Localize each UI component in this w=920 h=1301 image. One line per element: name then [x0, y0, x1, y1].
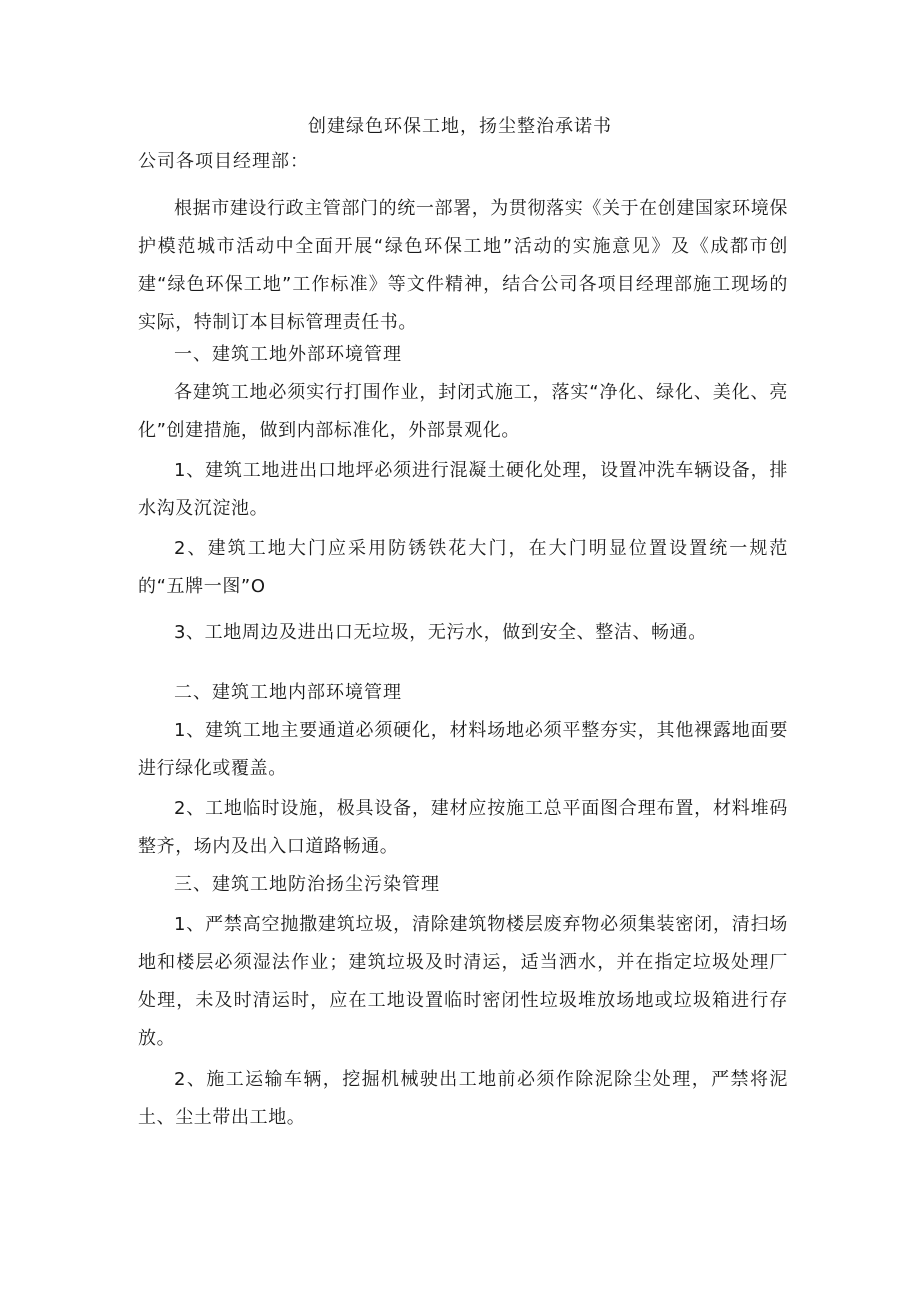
section-3-heading: 三、建筑工地防治扬尘污染管理: [174, 874, 440, 895]
section-1-heading: 一、建筑工地外部环境管理: [174, 344, 402, 365]
section-1-lead: 各建筑工地必须实行打围作业，封闭式施工，落实“净化、绿化、美化、亮化”创建措施，做到内部标准化，外部景观化。: [138, 382, 788, 441]
document-title: 创建绿色环保工地，扬尘整治承诺书: [308, 116, 612, 137]
section-2-heading: 二、建筑工地内部环境管理: [174, 682, 402, 703]
section-2-item-2: 2、工地临时设施，极具设备，建材应按施工总平面图合理布置，材料堆码整齐，场内及出入口道路畅通。: [138, 798, 788, 857]
section-3-item-2: 2、施工运输车辆，挖掘机械驶出工地前必须作除泥除尘处理，严禁将泥土、尘土带出工地。: [138, 1069, 788, 1128]
section-1-item-1: 1、建筑工地进出口地坪必须进行混凝土硬化处理，设置冲洗车辆设备，排水沟及沉淀池。: [138, 460, 788, 519]
section-2-item-1: 1、建筑工地主要通道必须硬化，材料场地必须平整夯实，其他裸露地面要进行绿化或覆盖。: [138, 720, 788, 779]
section-1-item-3: 3、工地周边及进出口无垃圾，无污水，做到安全、整洁、畅通。: [174, 622, 707, 643]
section-1-item-2: 2、建筑工地大门应采用防锈铁花大门，在大门明显位置设置统一规范的“五牌一图”O: [138, 538, 788, 597]
salutation: 公司各项目经理部：: [138, 151, 309, 172]
section-3-item-1: 1、严禁高空抛撒建筑垃圾，清除建筑物楼层废弃物必须集装密闭，清扫场地和楼层必须湿法作业；建筑垃圾及时清运，适当洒水，并在指定垃圾处理厂处理，未及时清运时，应在工地设置临时密闭性垃圾堆放场地或垃圾箱进行存放。: [138, 914, 788, 1049]
intro-paragraph: 根据市建设行政主管部门的统一部署，为贯彻落实《关于在创建国家环境保护模范城市活动中全面开展“绿色环保工地”活动的实施意见》及《成都市创建“绿色环保工地”工作标准》等文件精神，结合公司各项目经理部施工现场的实际，特制订本目标管理责任书。: [138, 198, 788, 333]
